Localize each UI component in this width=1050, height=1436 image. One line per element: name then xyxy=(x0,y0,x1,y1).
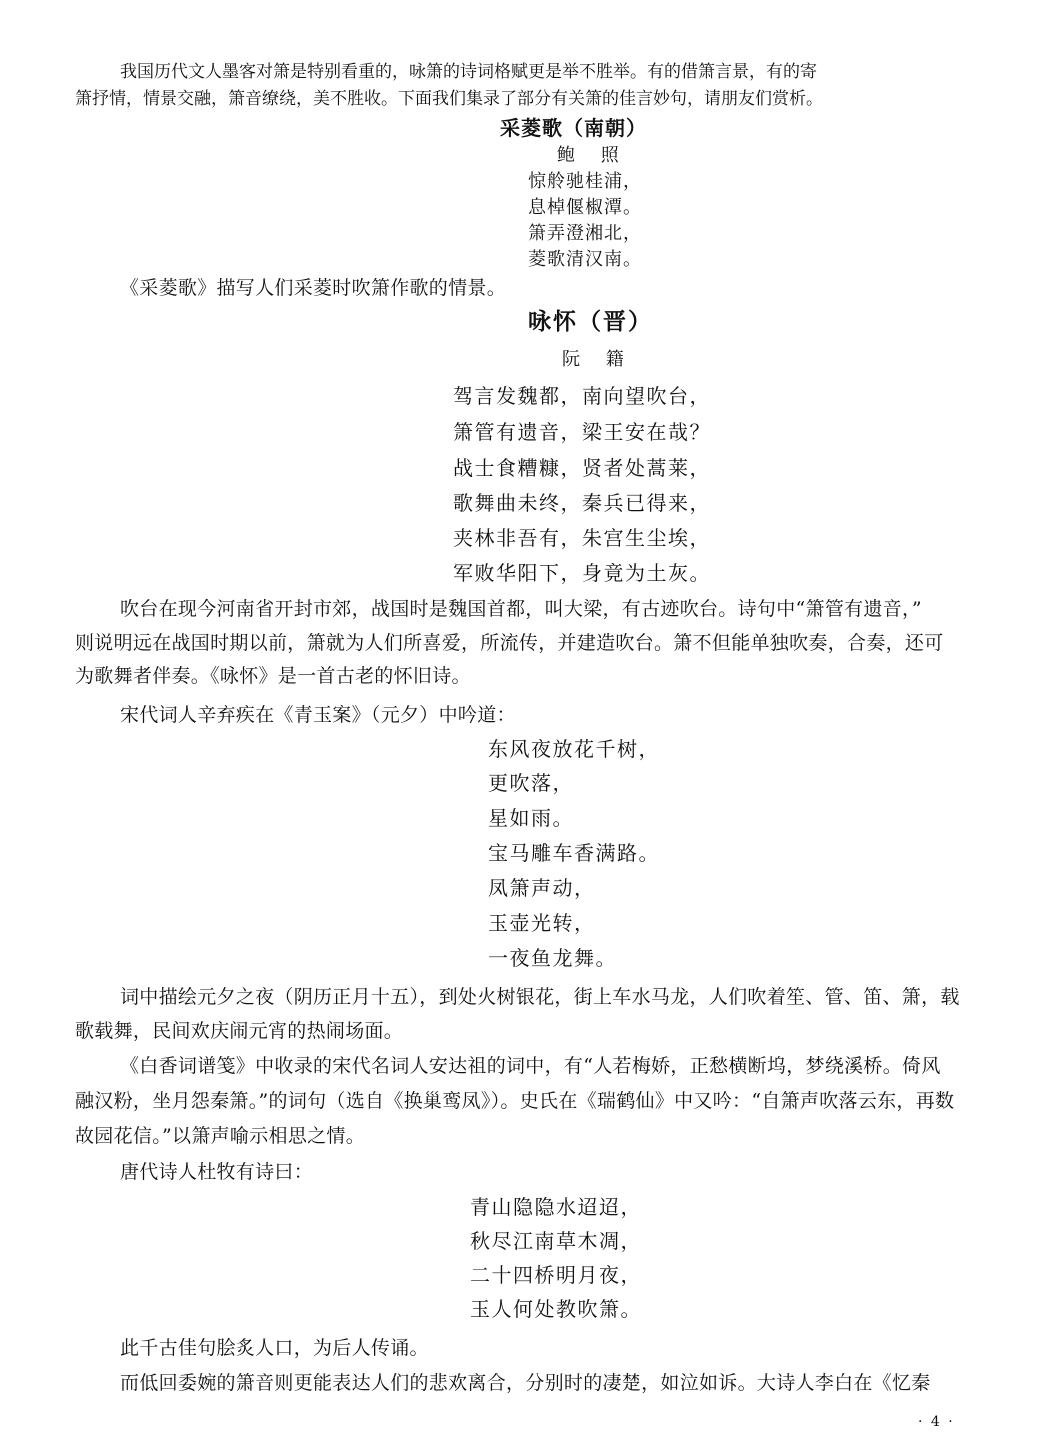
poem1-line: 惊舲驰桂浦， xyxy=(528,171,642,192)
poem2-line: 歌舞曲未终，秦兵已得来， xyxy=(453,491,711,515)
poem2-line: 战士食糟糠，贤者处蒿莱， xyxy=(453,456,711,480)
page-number: · 4 · xyxy=(918,1414,955,1430)
para5-line-2: 融汉粉，坐月怨秦箫。”的词句（选自《换巢鸾凤》）。史氏在《瑞鹤仙》中又吟：“自箫声吹落云东，再数 xyxy=(75,1090,955,1112)
para7-text: 此千古佳句脍炙人口，为后人传诵。 xyxy=(120,1337,429,1359)
poem3-line: 宝马雕车香满路。 xyxy=(488,841,660,865)
poem1-line: 菱歌清汉南。 xyxy=(528,249,642,270)
poem4-line: 二十四桥明月夜， xyxy=(470,1263,642,1287)
poem4-line: 青山隐隐水迢迢， xyxy=(470,1195,642,1219)
para2-line-2: 则说明远在战国时期以前，箫就为人们所喜爱，所流传，并建造吹台。箫不但能单独吹奏，合奏，还可 xyxy=(75,632,944,654)
para5-line-3: 故园花信。”以箫声喻示相思之情。 xyxy=(75,1125,366,1147)
poem1-author: 鲍 照 xyxy=(557,145,629,166)
poem3-line: 一夜鱼龙舞。 xyxy=(488,946,617,970)
poem3-line: 东风夜放花千树， xyxy=(488,737,660,761)
poem4-line: 秋尽江南草木凋， xyxy=(470,1229,642,1253)
poem4-line: 玉人何处教吹箫。 xyxy=(470,1297,642,1321)
para4-line-1: 词中描绘元夕之夜（阴历正月十五），到处火树银花，街上车水马龙，人们吹着笙、管、笛、箫，载 xyxy=(120,986,960,1008)
poem3-line: 玉壶光转， xyxy=(488,911,596,935)
poem2-line: 夹林非吾有，朱宫生尘埃， xyxy=(453,526,711,550)
poem1-note: 《采菱歌》描写人们采菱时吹箫作歌的情景。 xyxy=(120,277,507,299)
para5-line-1: 《白香词谱笺》中收录的宋代名词人安达祖的词中，有“人若梅娇，正愁横断坞，梦绕溪桥。倚风 xyxy=(120,1055,941,1077)
para2-line-3: 为歌舞者伴奏。《咏怀》是一首古老的怀旧诗。 xyxy=(75,665,471,687)
para4-line-2: 歌载舞，民间欢庆闹元宵的热闹场面。 xyxy=(75,1020,404,1042)
poem1-title: 采菱歌（南朝） xyxy=(500,116,647,140)
poem3-line: 更吹落， xyxy=(488,771,574,795)
poem2-line: 军败华阳下，身竟为土灰。 xyxy=(453,561,711,585)
poem2-line: 驾言发魏都，南向望吹台， xyxy=(453,384,711,408)
poem3-line: 星如雨。 xyxy=(488,806,574,830)
poem1-line: 箫弄澄湘北， xyxy=(528,223,642,244)
para2-line-1: 吹台在现今河南省开封市郊，战国时是魏国首都，叫大梁，有古迹吹台。诗句中“箫管有遗音，” xyxy=(120,598,922,620)
poem2-line: 箫管有遗音，梁王安在哉？ xyxy=(453,420,711,444)
intro-line-1: 我国历代文人墨客对箫是特别看重的，咏箫的诗词格赋更是举不胜举。有的借箫言景，有的寄 xyxy=(120,62,817,82)
poem1-line: 息棹偃椒潭。 xyxy=(528,197,642,218)
poem2-title: 咏怀（晋） xyxy=(528,308,653,335)
poem3-line: 凤箫声动， xyxy=(488,876,596,900)
poem2-author: 阮 籍 xyxy=(562,349,634,370)
intro-line-2: 箫抒情，情景交融，箫音缭绕，美不胜收。下面我们集录了部分有关箫的佳言妙句，请朋友们赏析。 xyxy=(75,89,823,109)
para3-text: 宋代词人辛弃疾在《青玉案》（元夕）中吟道： xyxy=(120,704,516,726)
para6-text: 唐代诗人杜牧有诗曰： xyxy=(120,1161,314,1183)
para8-text: 而低回委婉的箫音则更能表达人们的悲欢离合，分别时的凄楚，如泣如诉。大诗人李白在《忆秦 xyxy=(120,1372,931,1394)
